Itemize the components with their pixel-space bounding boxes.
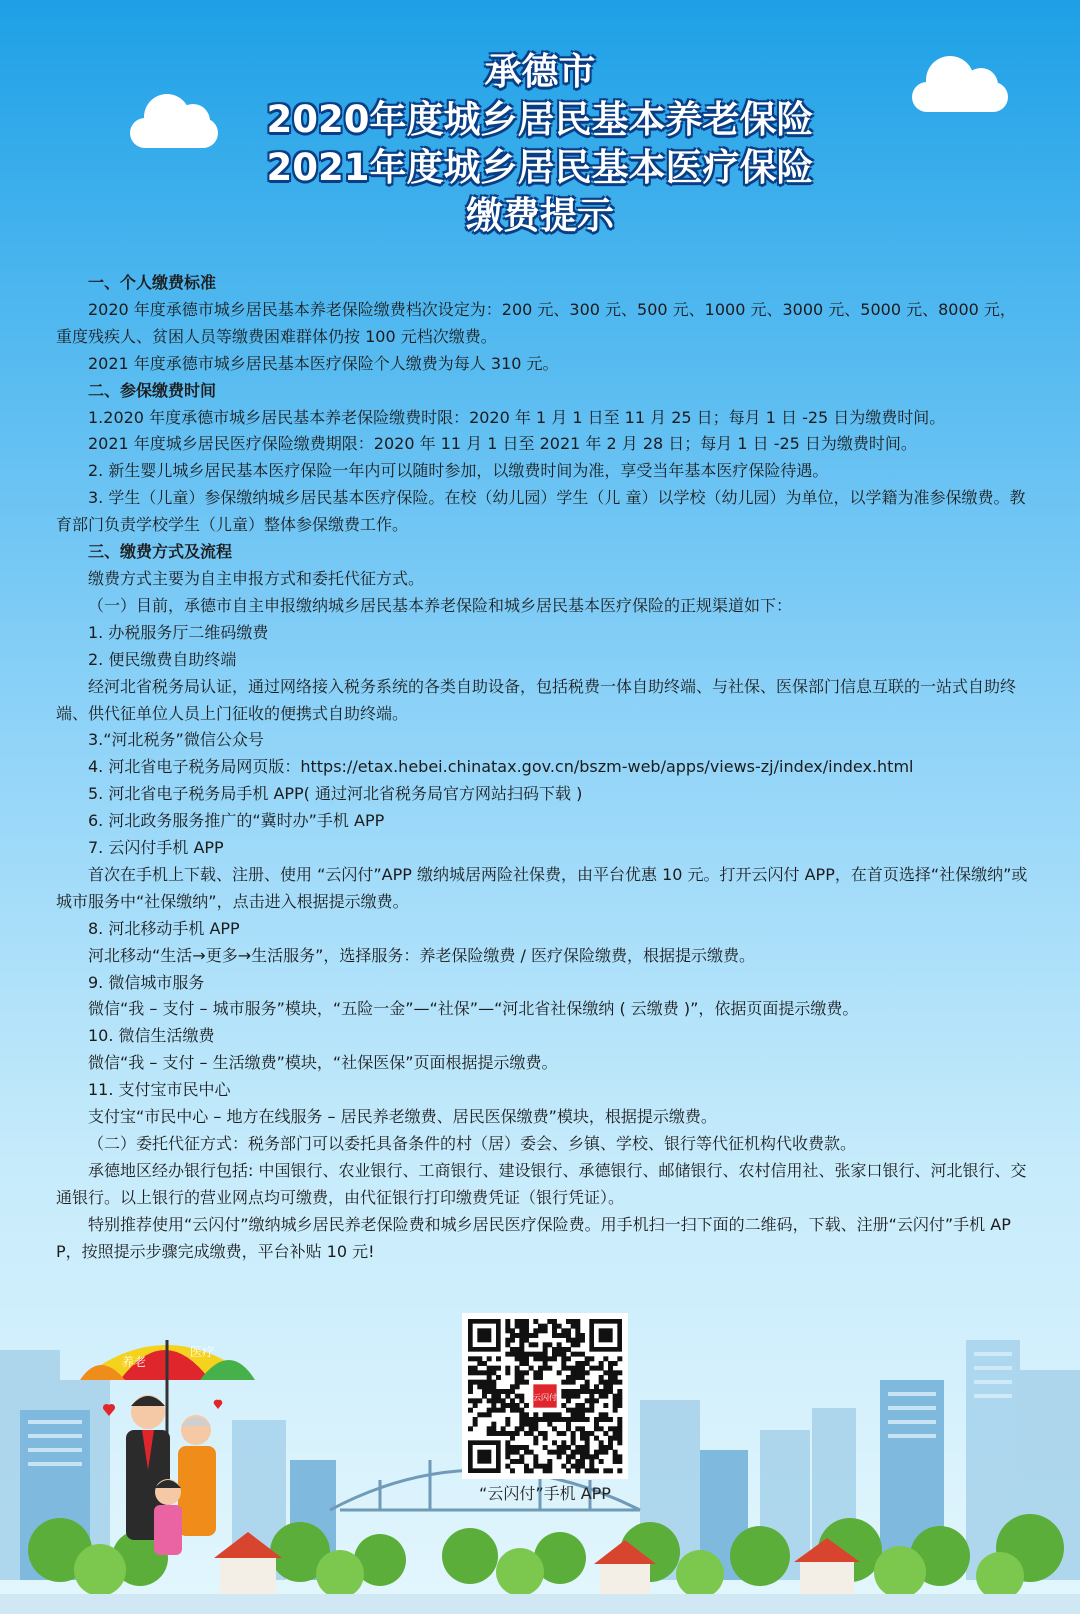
paragraph: 河北移动“生活→更多→生活服务”，选择服务：养老保险缴费 / 医疗保险缴费，根据提示缴费。 — [88, 945, 755, 965]
title-line-pension: 2020年度城乡居民基本养老保险 — [266, 98, 814, 141]
section-heading-standards: 一、个人缴费标准 — [88, 273, 217, 292]
paragraph: 缴费方式主要为自主申报方式和委托代征方式。 — [88, 568, 425, 588]
paragraph: 首次在手机上下载、注册、使用 “云闪付”APP 缴纳城居两险社保费，由平台优惠 10 元。打开云闪付 APP，在首页选择“社保缴纳”或城市服务中“社保缴纳”，点击进入根据提示缴费。 — [56, 864, 1028, 911]
qr-caption: “云闪付”手机 APP — [479, 1484, 611, 1503]
paragraph: （二）委托代征方式：税务部门可以委托具备条件的村（居）委会、乡镇、学校、银行等代征机构代收费款。 — [88, 1134, 857, 1153]
list-item: 5. 河北省电子税务局手机 APP( 通过河北省税务局官方网站扫码下载 ) — [88, 784, 583, 804]
list-item-etax-url: 4. 河北省电子税务局网页版：https://etax.hebei.chinatax.gov.cn/bszm-web/apps/views-zj/index/index.html — [88, 757, 914, 777]
list-item: 8. 河北移动手机 APP — [88, 918, 240, 938]
section-heading-methods: 三、缴费方式及流程 — [88, 542, 233, 562]
qr-logo-text: 云闪付 — [533, 1393, 557, 1402]
title-line-city: 承德市 — [484, 50, 596, 93]
paragraph: 2020 年度承德市城乡居民基本养老保险缴费档次设定为：200 元、300 元、500 元、1000 元、3000 元、5000 元、8000 元，重度残疾人、贫困人员等缴费困难群体仍按 100 元档次缴费。 — [56, 299, 1016, 346]
paragraph: 特别推荐使用“云闪付”缴纳城乡居民养老保险费和城乡居民医疗保险费。用手机扫一扫下面的二维码，下载、注册“云闪付”手机 APP，按照提示步骤完成缴费，平台补贴 10 元! — [56, 1214, 1011, 1261]
list-item: 3.“河北税务”微信公众号 — [88, 730, 264, 750]
paragraph: 3. 学生（儿童）参保缴纳城乡居民基本医疗保险。在校（幼儿园）学生（儿 童）以学校（幼儿园）为单位，以学籍为准参保缴费。教育部门负责学校学生（儿童）整体参保缴费工作。 — [56, 488, 1026, 535]
list-item: 7. 云闪付手机 APP — [88, 838, 224, 858]
list-item: 10. 微信生活缴费 — [88, 1026, 215, 1046]
title-line-notice: 缴费提示 — [466, 194, 614, 237]
list-item: 11. 支付宝市民中心 — [88, 1080, 231, 1100]
list-item: 1. 办税服务厅二维码缴费 — [88, 622, 269, 642]
notice-body — [56, 270, 1028, 1266]
paragraph: 支付宝“市民中心 – 地方在线服务 – 居民养老缴费、居民医保缴费”模块，根据提示缴费。 — [88, 1107, 717, 1127]
paragraph: 1.2020 年度承德市城乡居民基本养老保险缴费时限：2020 年 1 月 1 日至 11 月 25 日；每月 1 日 -25 日为缴费时间。 — [88, 407, 946, 427]
paragraph: 微信“我 – 支付 – 生活缴费”模块，“社保医保”页面根据提示缴费。 — [88, 1053, 558, 1073]
paragraph: 微信“我 – 支付 – 城市服务”模块，“五险一金”—“社保”—“河北省社保缴纳 ( 云缴费 )”，依据页面提示缴费。 — [88, 999, 859, 1019]
paragraph: 经河北省税务局认证，通过网络接入税务系统的各类自助设备，包括税费一体自助终端、与社保、医保部门信息互联的一站式自助终端、供代征单位人员上门征收的便携式自助终端。 — [56, 676, 1017, 723]
umbrella-label-pension: 养老 — [122, 1355, 147, 1369]
poster-title — [0, 48, 1080, 240]
paragraph: 2021 年度城乡居民医疗保险缴费期限：2020 年 11 月 1 日至 2021 年 2 月 28 日；每月 1 日 -25 日为缴费时间。 — [88, 434, 917, 454]
title-line-medical: 2021年度城乡居民基本医疗保险 — [266, 146, 814, 189]
qr-code-graphic — [462, 1313, 628, 1479]
list-item: 6. 河北政务服务推广的“冀时办”手机 APP — [88, 811, 385, 831]
yunshanfu-qr-code[interactable] — [462, 1313, 628, 1479]
paragraph: 2021 年度承德市城乡居民基本医疗保险个人缴费为每人 310 元。 — [88, 353, 559, 373]
paragraph: （一）目前，承德市自主申报缴纳城乡居民基本养老保险和城乡居民基本医疗保险的正规渠道如下： — [88, 595, 793, 615]
list-item: 9. 微信城市服务 — [88, 972, 205, 992]
paragraph: 承德地区经办银行包括: 中国银行、农业银行、工商银行、建设银行、承德银行、邮储银行、农村信用社、张家口银行、河北银行、交通银行。以上银行的营业网点均可缴费，由代征银行打印缴费凭证（银行凭证）。 — [56, 1160, 1027, 1207]
paragraph: 2. 新生婴儿城乡居民基本医疗保险一年内可以随时参加，以缴费时间为准，享受当年基本医疗保险待遇。 — [88, 461, 829, 481]
section-heading-time: 二、参保缴费时间 — [88, 380, 217, 400]
umbrella-label-medical: 医疗 — [190, 1345, 215, 1359]
list-item: 2. 便民缴费自助终端 — [88, 649, 237, 669]
